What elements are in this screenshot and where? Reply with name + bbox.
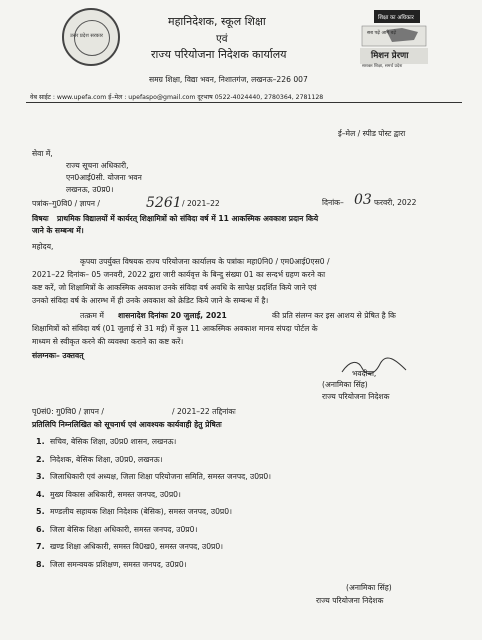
body-p1-line-1: कृपया उपर्युक्त विषयक राज्य परियोजना कार्यालय के पत्रांकः महा0नि0 / एम0आई0एस0 / bbox=[80, 257, 330, 266]
signatory-name-2: (अनामिका सिंह) bbox=[346, 583, 392, 592]
signatory-name-1: (अनामिका सिंह) bbox=[322, 380, 368, 389]
closing: भवदीया, bbox=[352, 369, 377, 378]
copy-item-number: 7. bbox=[36, 542, 45, 551]
delivery-mode: ई–मेल / स्पीड पोस्ट द्वारा bbox=[338, 129, 406, 138]
rte-logo-text: शिक्षा का अधिकार bbox=[378, 15, 414, 21]
addressee-line-3: लखनऊ, उ0प्र0। bbox=[66, 185, 114, 194]
addressee-line-2: एन0आई0सी. योजना भवन bbox=[66, 173, 142, 182]
body-p2-prefix: तत्क्रम में bbox=[80, 311, 104, 320]
addressee-line-1: राज्य सूचना अधिकारी, bbox=[66, 161, 129, 170]
copy-item-text: निदेशक, बेसिक शिक्षा, उ0प्र0, लखनऊ। bbox=[50, 454, 163, 464]
mission-prerna-subtitle: सशक्त शिक्षा, समर्थ प्रदेश bbox=[362, 64, 403, 69]
date-month-year: फरवरी, 2022 bbox=[374, 198, 417, 207]
subject-line-2: जाने के सम्बन्ध में। bbox=[32, 226, 84, 235]
header-line-1: महानिदेशक, स्कूल शिक्षा bbox=[168, 15, 266, 28]
body-p2-line-2: शिक्षामित्रों को संविदा वर्ष (01 जुलाई से 31 मई) में कुल 11 आकस्मिक अवकाश मानव संपदा पोर्टल के bbox=[32, 324, 318, 333]
sab-padhein-text: सब पढ़ें आगे बढ़ें bbox=[367, 31, 397, 36]
subject-line-1: प्राथमिक विद्यालयों में कार्यरत् शिक्षामित्रों को संविदा वर्ष में 11 आकस्मिक अवकाश प्रदान किये bbox=[57, 214, 319, 223]
header-line-2: एवं bbox=[216, 33, 228, 45]
signatory-designation-2: राज्य परियोजना निदेशक bbox=[316, 596, 384, 605]
copy-item-number: 6. bbox=[36, 524, 45, 534]
signatory-designation-1: राज्य परियोजना निदेशक bbox=[322, 392, 390, 401]
reference-label: पत्रांक–गु0वि0 / ज्ञापन / bbox=[32, 199, 100, 208]
enclosure: संलग्नकः– उक्तवत् bbox=[32, 351, 84, 360]
copy-item-text: जिला बेसिक शिक्षा अधिकारी, समस्त जनपद, उ0प्र0। bbox=[50, 524, 198, 534]
copy-item-number: 1. bbox=[36, 437, 45, 446]
copy-ref-tail: / 2021–22 तद्दिनांकः bbox=[172, 407, 236, 416]
body-p1-line-2: 2021–22 दिनांक– 05 जनवरी, 2022 द्वारा जारी कार्यवृत्त के बिन्दु संख्या 01 का सन्दर्भ ग्रहण करने का bbox=[32, 270, 326, 279]
body-p1-line-4: उनको संविदा वर्ष के आरम्भ में ही उनके अवकाश को क्रेडिट किये जाने के सम्बन्ध में है। bbox=[32, 296, 269, 305]
copy-item-number: 8. bbox=[36, 559, 45, 569]
signature-scribble-1 bbox=[340, 356, 410, 378]
body-p2-rest: की प्रति संलग्न कर इस आशय से प्रेषित है कि bbox=[272, 311, 396, 320]
body-p1-line-3: कष्ट करें, जो शिक्षामित्रों के आकस्मिक अवकाश उनके संविदा वर्ष अवधि के सापेक्ष प्रदर्शित किये जाने एवं bbox=[32, 283, 317, 292]
header-line-3: राज्य परियोजना निदेशक कार्यालय bbox=[151, 48, 287, 61]
copy-item-text: जिलाधिकारी एवं अध्यक्ष, जिला शिक्षा परियोजना समिति, समस्त जनपद, उ0प्र0। bbox=[50, 472, 272, 481]
header-address: समग्र शिक्षा, विद्या भवन, निशातगंज, लखनऊ–226 007 bbox=[149, 75, 308, 84]
copy-item-number: 2. bbox=[36, 454, 45, 464]
copy-item-text: मण्डलीय सहायक शिक्षा निदेशक (बेसिक), समस्त जनपद, उ0प्र0। bbox=[50, 507, 232, 516]
greeting: महोदय, bbox=[32, 242, 54, 251]
reference-year: / 2021–22 bbox=[182, 199, 220, 208]
header-divider bbox=[26, 102, 462, 103]
copy-ref: पृ0सं0: गु0वि0 / ज्ञापन / bbox=[32, 407, 104, 416]
copy-item-number: 3. bbox=[36, 472, 45, 481]
reference-number-handwritten: 5261 bbox=[146, 195, 182, 211]
body-p2-line-3: माध्यम से स्वीकृत करने की व्यवस्था कराने का कष्ट करें। bbox=[32, 337, 184, 346]
copy-item-text: सचिव, बेसिक शिक्षा, उ0प्र0 शासन, लखनऊ। bbox=[50, 437, 177, 446]
copy-item-text: मुख्य विकास अधिकारी, समस्त जनपद, उ0प्र0। bbox=[50, 489, 181, 499]
copy-item-text: खण्ड शिक्षा अधिकारी, समस्त वि0ख0, समस्त जनपद, उ0प्र0। bbox=[50, 542, 224, 551]
copy-heading: प्रतिलिपि निम्नलिखित को सूचनार्थ एवं आवश्यक कार्यवाही हेतु प्रेषितः bbox=[32, 420, 222, 429]
copy-item-number: 4. bbox=[36, 489, 45, 499]
mission-prerna-title: मिशन प्रेरणा bbox=[371, 51, 409, 61]
date-label: दिनांक– bbox=[322, 198, 344, 207]
header-contact: वेब साईट : www.upefa.com ई–मेल : upefaspo@gmail.com दूरभाष 0522-4024440, 2780364, 2781128 bbox=[30, 94, 324, 101]
copy-item-text: जिला समन्वयक प्रशिक्षण, समस्त जनपद, उ0प्र0। bbox=[50, 559, 187, 569]
up-government-emblem bbox=[62, 8, 120, 66]
date-day-handwritten: 03 bbox=[354, 192, 372, 208]
subject-label: विषयः bbox=[32, 214, 49, 223]
emblem-text: उत्तर प्रदेश सरकार bbox=[70, 33, 103, 39]
body-p2-go-date: शासनादेश दिनांकः 20 जुलाई, 2021 bbox=[118, 311, 227, 320]
copy-item-number: 5. bbox=[36, 507, 45, 516]
salutation: सेवा में, bbox=[32, 149, 53, 158]
